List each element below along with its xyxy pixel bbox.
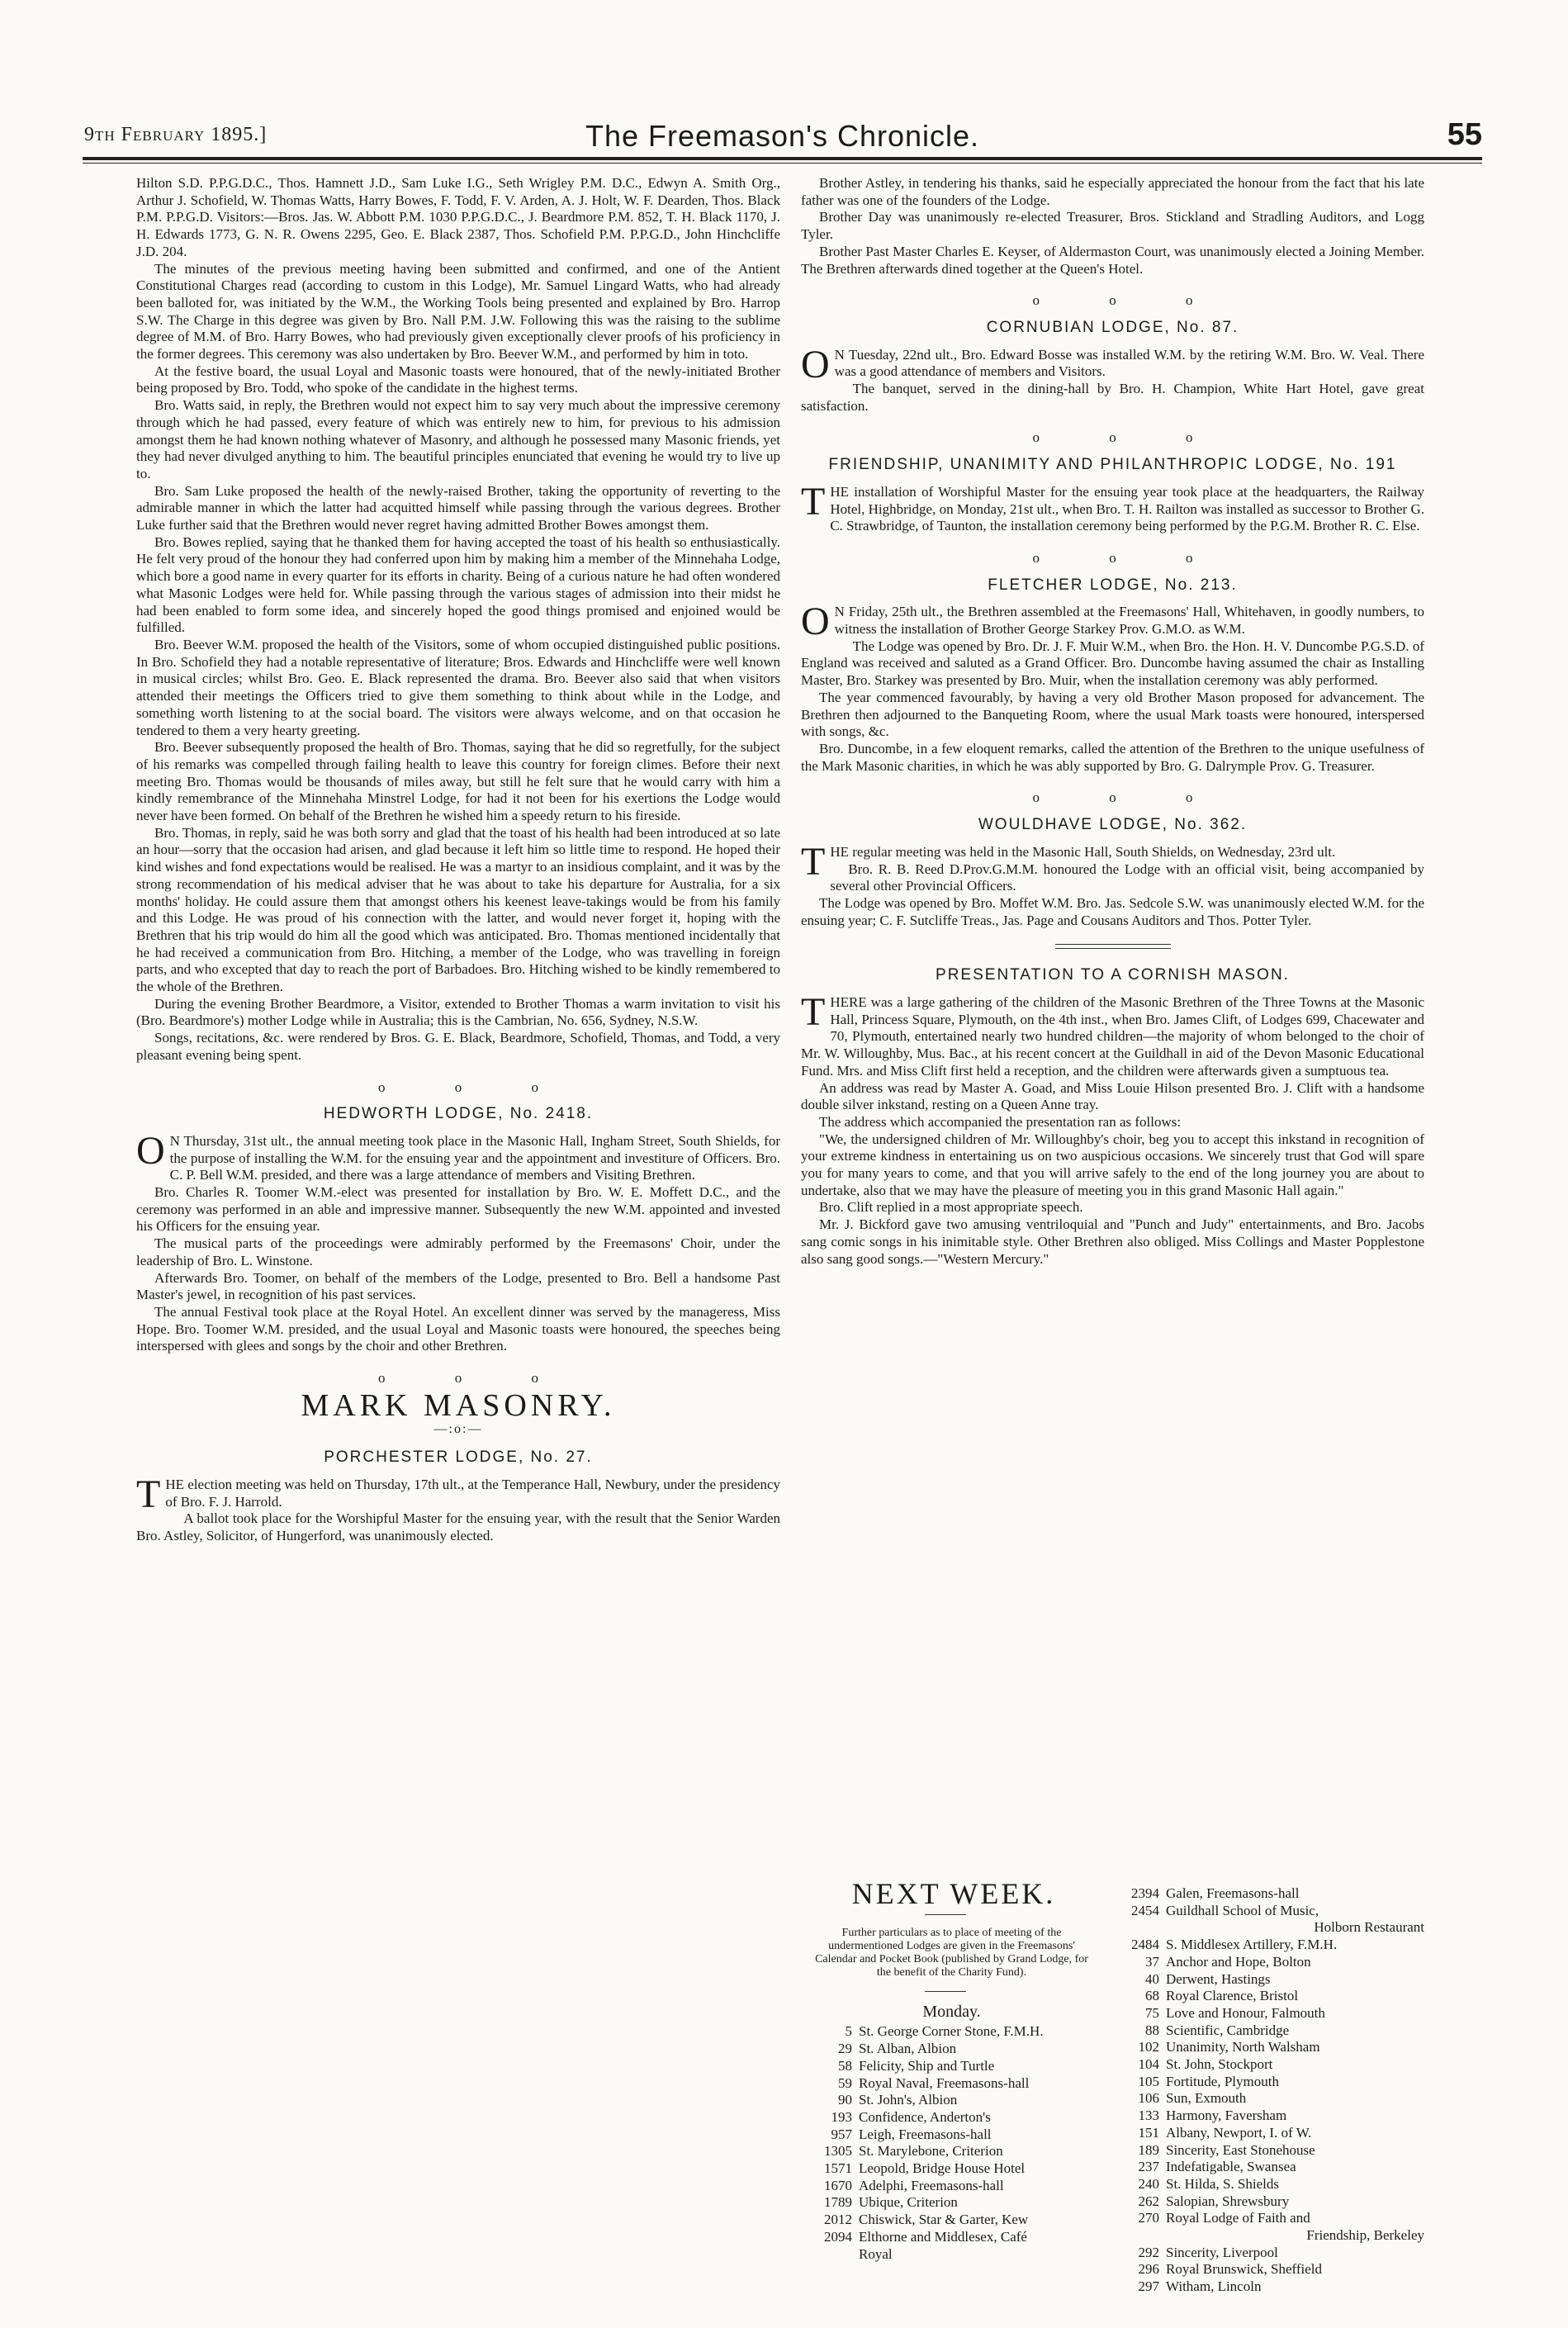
lodge-list-left [801, 2023, 1090, 2263]
lodge-entry [1108, 2193, 1424, 2211]
lodge-name: Albany, Newport, I. of W. [1166, 2124, 1312, 2141]
lodge-name: Ubique, Criterion [859, 2194, 958, 2211]
lodge-entry [1108, 1971, 1424, 1989]
lodge-name: Sincerity, Liverpool [1166, 2244, 1278, 2260]
lodge-number: 237 [1138, 2159, 1159, 2175]
lodge-name: Friendship, Berkeley [1306, 2227, 1424, 2244]
lodge-name: Leopold, Bridge House Hotel [859, 2160, 1026, 2177]
lodge-number: 68 [1145, 1988, 1159, 2004]
lodge-number: 1571 [824, 2160, 852, 2177]
lodge-entry [801, 2229, 1090, 2246]
paragraph: Bro. Bowes replied, saying that he thanked them for having accepted the toast of his health so enthusiastically. He felt very proud of the honour they had conferred upon him by making him a member of the Minnehaha Lodge, which bore a good name in every quarter for its efforts in charity. Being of a curious nature he had often wondered what Masonic Lodges were held for. While passing through the various stages of admission into their midst he had been enabled to form some idea, and sincerely hoped the good things promised and enjoined would be fulfilled. [136, 533, 780, 636]
lodge-number: 2484 [1131, 1937, 1159, 1953]
lodge-name: St. Marylebone, Criterion [859, 2143, 1003, 2160]
section-heading-fletcher: FLETCHER LODGE, No. 213. [988, 576, 1238, 594]
lodge-number [801, 2246, 859, 2264]
paragraph-text: HE regular meeting was held in the Masonic Hall, South Shields, on Wednesday, 23rd ult. [830, 843, 1336, 860]
drop-cap: T [801, 839, 826, 884]
lodge-name: Royal Naval, Freemasons-hall [859, 2074, 1030, 2091]
lodge-entry [1108, 1919, 1424, 1937]
paragraph [801, 600, 1424, 644]
section-heading-cornubian: CORNUBIAN LODGE, No. 87. [986, 318, 1239, 336]
lodge-name: Leigh, Freemasons-hall [859, 2126, 992, 2142]
lodge-entry [801, 2126, 1090, 2144]
paragraph: Bro. Duncombe, in a few eloquent remarks, called the attention of the Brethren to the unique usefulness of the Mark Masonic charities, in which he was ably supported by Bro. G. Dalrymple Prov. G. Treasurer. [801, 740, 1424, 774]
paragraph [801, 342, 1424, 386]
paragraph [801, 990, 1424, 1080]
paragraph: During the evening Brother Beardmore, a Visitor, extended to Brother Thomas a warm invitation to visit his (Bro. Beardmore's) mother Lodge while in Australia; this is the Cambrian, No. 656, Sydney, N.S.W. [136, 995, 780, 1029]
lodge-number: 292 [1138, 2244, 1159, 2260]
section-ornament: o o o [1032, 292, 1226, 309]
lodge-entry [1108, 2245, 1424, 2262]
paragraph: The year commenced favourably, by having a very old Brother Mason proposed for advancement. The Brethren then adjourned to the Banqueting Room, where the usual Mark toasts were honoured, interspersed with songs, &c. [801, 689, 1424, 740]
lodge-entry [1108, 2074, 1424, 2091]
lodge-number [1108, 1919, 1166, 1937]
lodge-name: S. Middlesex Artillery, F.M.H. [1166, 1937, 1338, 1953]
lodge-name: Royal Brunswick, Sheffield [1166, 2261, 1323, 2278]
paragraph: The Lodge was opened by Bro. Dr. J. F. Muir W.M., when Bro. the Hon. H. V. Duncombe P.G.S.D. of England was received and saluted as a Grand Officer. Bro. Duncombe having assumed the chair as Installing Master, Bro. Starkey was presented by Bro. Muir, when the installation ceremony was ably performed. [801, 638, 1424, 689]
lodge-number: 5 [845, 2023, 852, 2040]
lodge-number: 2454 [1131, 1902, 1159, 1918]
newspaper-title: The Freemason's Chronicle. [585, 119, 980, 153]
lodge-entry [801, 2143, 1090, 2160]
divider [925, 1991, 966, 1992]
lodge-name: Holborn Restaurant [1314, 1919, 1424, 1936]
lodge-name: Royal Clarence, Bristol [1166, 1988, 1299, 2004]
section-heading-presentation: PRESENTATION TO A CORNISH MASON. [936, 966, 1290, 984]
lodge-name: Love and Honour, Falmouth [1166, 2004, 1325, 2021]
section-ornament: o o o [1032, 549, 1226, 566]
section-divider [1055, 944, 1171, 949]
lodge-entry [1108, 2056, 1424, 2074]
paragraph-text: N Tuesday, 22nd ult., Bro. Edward Bosse was installed W.M. by the retiring W.M. Bro. W. Veal. There was a good attendance of members and Visitors. [834, 346, 1424, 380]
lodge-name: Harmony, Faversham [1166, 2108, 1287, 2124]
lodge-entry [1108, 2278, 1424, 2296]
lodge-number: 105 [1138, 2073, 1159, 2089]
lodge-entry [801, 2023, 1090, 2041]
lodge-entry [801, 2092, 1090, 2109]
lodge-entry [1108, 2125, 1424, 2142]
drop-cap: O [801, 600, 830, 644]
lodge-name: St. Hilda, S. Shields [1166, 2175, 1279, 2192]
lodge-number: 88 [1145, 2022, 1159, 2038]
section-ornament: o o o [1032, 789, 1226, 806]
lodge-entry [1108, 2005, 1424, 2022]
lodge-entry [1108, 1988, 1424, 2005]
lodge-number: 151 [1138, 2124, 1159, 2141]
paragraph: Songs, recitations, &c. were rendered by Bros. G. E. Black, Beardmore, Schofield, Thomas, and Todd, a very pleasant evening being spent. [136, 1030, 780, 1063]
drop-cap: T [801, 990, 826, 1035]
next-week-right [1108, 1885, 1424, 2296]
paragraph: The banquet, served in the dining-hall by Bro. H. Champion, White Hart Hotel, gave great satisfaction. [801, 381, 1424, 414]
drop-cap: T [801, 479, 826, 524]
lodge-number: 957 [831, 2126, 852, 2142]
lodge-number: 1305 [824, 2143, 852, 2160]
paragraph: An address was read by Master A. Goad, and Miss Louie Hilson presented Bro. J. Clift with a handsome double silver inkstand, resting on a Queen Anne tray. [801, 1079, 1424, 1113]
right-column [801, 175, 1424, 1268]
paragraph: The Lodge was opened by Bro. Moffet W.M. Bro. Jas. Sedcole S.W. was unanimously elected W.M. for the ensuing year; C. F. Sutcliffe Treas., Jas. Page and Cousans Auditors and Thos. Potter Tyler. [801, 894, 1424, 928]
paragraph: Hilton S.D. P.P.G.D.C., Thos. Hamnett J.D., Sam Luke I.G., Seth Wrigley P.M. D.C., Edwyn A. Smith Org., Arthur J. Schofield, W. Thomas Watts, Harry Bowes, F. Todd, F. V. Arden, A. J. Holt, W. F. Dearden, Thos. Black P.M. P.P.G.D. Visitors:—Bros. Jas. W. Abbott P.M. 1030 P.P.G.D.C., J. Beardmore P.M. 852, T. H. Black 1170, J. H. Edwards 1773, G. N. R. Owens 2295, Geo. E. Black 2387, Thos. Schofield P.M. P.P.G.D., John Hinchcliffe J.D. 204. [136, 175, 780, 259]
lodge-number: 240 [1138, 2175, 1159, 2192]
paragraph: Brother Astley, in tendering his thanks, said he especially appreciated the honour from the fact that his late father was one of the founders of the Lodge. [801, 175, 1424, 208]
lodge-number: 1789 [824, 2194, 852, 2211]
lodge-name: St. Alban, Albion [859, 2041, 957, 2057]
paragraph: The address which accompanied the presentation ran as follows: [819, 1113, 1182, 1130]
lodge-number: 90 [838, 2092, 852, 2108]
lodge-entry [801, 2041, 1090, 2058]
lodge-name: Confidence, Anderton's [859, 2108, 991, 2125]
lodge-number: 296 [1138, 2261, 1159, 2278]
lodge-number: 189 [1138, 2141, 1159, 2158]
paragraph-text: HE election meeting was held on Thursday, 17th ult., at the Temperance Hall, Newbury, under the presidency of Bro. F. J. Harrold. [165, 1476, 780, 1510]
lodge-name: St. John's, Albion [859, 2092, 958, 2108]
drop-cap: O [136, 1128, 165, 1173]
lodge-name: St. John, Stockport [1166, 2056, 1273, 2073]
paragraph: Bro. Sam Luke proposed the health of the newly-raised Brother, taking the opportunity of reverting to the admirable manner in which the latter had acquitted himself while passing through the various degrees. Brother Luke further said that the Brethren would never regret having admitted Brother Bowes amongst them. [136, 482, 780, 533]
paragraph: The minutes of the previous meeting having been submitted and confirmed, and one of the Antient Constitutional Charges read (according to custom in this Lodge), Mr. Samuel Lingard Watts, who had already been balloted for, was initiated by the W.M., the Working Tools being presented and explained by Bro. Harrop S.W. The Charge in this degree was given by Bro. Nall P.M. J.W. Following this was the raising to the sublime degree of M.M. of Bro. Harry Bowes, who had previously given exceptionally clever proofs of his proficiency in the former degrees. This ceremony was also undertaken by Bro. Beever W.M., and performed by him in toto. [136, 260, 780, 363]
masthead [83, 119, 1482, 152]
lodge-name: Witham, Lincoln [1166, 2278, 1262, 2295]
lodge-number: 262 [1138, 2193, 1159, 2209]
lodge-name: Elthorne and Middlesex, Café [859, 2228, 1027, 2245]
lodge-number: 102 [1138, 2039, 1159, 2055]
lodge-name: Fortitude, Plymouth [1166, 2073, 1279, 2089]
lodge-name: Sincerity, East Stonehouse [1166, 2141, 1315, 2158]
paragraph: A ballot took place for the Worshipful Master for the ensuing year, with the result that the Senior Warden Bro. Astley, Solicitor, of Hungerford, was unanimously elected. [136, 1510, 780, 1544]
lodge-name: Royal [859, 2245, 893, 2262]
lodge-number: 1670 [824, 2177, 852, 2193]
paragraph: Bro. Beever W.M. proposed the health of the Visitors, some of whom occupied distinguished public positions. In Bro. Schofield they had a notable representative of literature; Bros. Edwards and Hinchcliffe were well known in musical circles; whilst Bro. Geo. E. Black represented the drama. Bro. Beever also said that when visitors attended their meetings the Officers tried to give them something to think about while in the Lodge, and something worth listening to at the social board. The visitors were always welcome, and on that occasion he tendered to them a very hearty greeting. [136, 636, 780, 738]
lodge-entry [801, 2075, 1090, 2093]
lodge-number: 2394 [1131, 1885, 1159, 1901]
separator: —:o:— [433, 1421, 483, 1436]
paragraph: Bro. Charles R. Toomer W.M.-elect was presented for installation by Bro. W. E. Moffett D.C., and the ceremony was performed in an able and impressive manner. Subsequently the new W.M. appointed and invested his Officers for the ensuing year. [136, 1184, 780, 1235]
paragraph: Bro. Thomas, in reply, said he was both sorry and glad that the toast of his health had been introduced at so late an hour—sorry that the occasion had arisen, and glad because it left him so little time to respond. He hoped their kind wishes and fond expectations would be realised. He was a martyr to an insidious complaint, and it was by the strong recommendation of his medical adviser that he was about to take his departure for Australia, for a six months' holiday. He could assure them that amongst others his keenest leave-takings would be from his family and this Lodge. He was proud of his connection with the latter, and would never forget it, hoping with the Brethren that his trip would do him all the good which was anticipated. Bro. Thomas mentioned incidentally that he had received a communication from Bro. Hitching, a member of the Lodge, who was travelling in foreign parts, and who excepted that day to reach the port of Barbadoes. Bro. Hitching wished to be kindly remembered to the whole of the Brethren. [136, 824, 780, 995]
issue-date: 9th February 1895.] [84, 124, 268, 145]
lodge-number: 104 [1138, 2056, 1159, 2073]
lodge-entry [1108, 1954, 1424, 1971]
lodge-name: Royal Lodge of Faith and [1166, 2210, 1310, 2226]
section-heading-friendship: FRIENDSHIP, UNANIMITY AND PHILANTHROPIC LODGE, No. 191 [828, 456, 1397, 474]
lodge-entry [1108, 2210, 1424, 2227]
paragraph: Bro. Watts said, in reply, the Brethren would not expect him to say very much about the impressive ceremony through which he had passed, every feature of which was entirely new to him, for previous to his admission amongst them he had known nothing whatever of Masonry, and although he possessed many Masonic friends, yet they had never divulged anything to him. The beautiful principles enunciated that evening he would try to live up to. [136, 397, 780, 481]
lodge-number: 297 [1138, 2278, 1159, 2295]
lodge-number: 59 [838, 2074, 852, 2091]
lodge-name: Chiswick, Star & Garter, Kew [859, 2212, 1029, 2228]
paragraph [801, 479, 1424, 535]
paragraph-text: HE installation of Worshipful Master for the ensuing year took place at the headquarters, the Railway Hotel, Highbridge, on Monday, 21st ult., when Bro. T. H. Railton was installed as successor to Brother G. C. Strawbridge, of Taunton, the installation ceremony being performed by the P.G.M. Brother R. C. Else. [830, 483, 1424, 534]
lodge-entry [1108, 2176, 1424, 2193]
lodge-name: Indefatigable, Swansea [1166, 2159, 1296, 2175]
lodge-number: 133 [1138, 2108, 1159, 2124]
quoted-address: "We, the undersigned children of Mr. Willoughby's choir, beg you to accept this inkstand in recognition of your extreme kindness in entertaining us on two auspicious occasions. We sincerely trust that God will spare you for many years to come, and that you will arrive safely to the end of the long journey you are about to undertake, also that we may have the pleasure of meeting you in this grand Masonic Hall again." [801, 1131, 1424, 1198]
paragraph: At the festive board, the usual Loyal and Masonic toasts were honoured, that of the newly-initiated Brother being proposed by Bro. Todd, who spoke of the candidate in the highest terms. [136, 363, 780, 396]
paragraph: Bro. Beever subsequently proposed the health of Bro. Thomas, saying that he did so regretfully, for the subject of his remarks was compelled through failing health to leave this country for foreign climes. Before their next meeting Bro. Thomas would be thousands of miles away, but still he felt sure that he would carry with him a kindly remembrance of the Minnehaha Minstrel Lodge, for had it not been for his exertions the Lodge would never have been formed. On behalf of the Brethren he wished him a speedy return to his fireside. [136, 739, 780, 824]
lodge-entry [1108, 2039, 1424, 2056]
paragraph: The musical parts of the proceedings were admirably performed by the Freemasons' Choir, under the leadership of Bro. L. Winstone. [136, 1235, 780, 1268]
next-week-left [801, 1877, 1090, 2263]
lodge-number: 75 [1145, 2004, 1159, 2021]
lodge-entry [1108, 2142, 1424, 2160]
lodge-entry [1108, 2108, 1424, 2125]
lodge-number: 270 [1138, 2210, 1159, 2226]
lodge-number [1108, 2227, 1166, 2245]
next-week-note: Further particulars as to place of meeting of the undermentioned Lodges are given in the Freemasons' Calendar and Pocket Book (published by Grand Lodge, for the benefit of the Charity Fund). [815, 1926, 1088, 1979]
drop-cap: T [136, 1472, 161, 1516]
lodge-list-right [1108, 1885, 1424, 2296]
mark-masonry-title: MARK MASONRY. [301, 1387, 616, 1423]
paragraph-text: N Thursday, 31st ult., the annual meeting took place in the Masonic Hall, Ingham Street, South Shields, for the purpose of installing the W.M. for the ensuing year and the appointment and investiture of Officers. Bro. C. P. Bell W.M. presided, and there was a large attendance of members and Visiting Brethren. [169, 1132, 780, 1183]
paragraph [136, 1128, 780, 1184]
lodge-number: 2094 [824, 2228, 852, 2245]
lodge-name: Adelphi, Freemasons-hall [859, 2177, 1004, 2193]
lodge-entry [801, 2178, 1090, 2195]
page-number: 55 [1447, 117, 1482, 152]
paragraph: Bro. Clift replied in a most appropriate speech. [819, 1199, 1083, 1216]
masthead-rule [83, 157, 1482, 164]
paragraph: Mr. J. Bickford gave two amusing ventriloquial and "Punch and Judy" entertainments, and Bro. Jacobs sang comic songs in his inimitable style. Other Brethren also obliged. Miss Collings and Master Popplestone also sang good songs.—"Western Mercury." [801, 1216, 1424, 1267]
paragraph: Brother Past Master Charles E. Keyser, of Aldermaston Court, was unanimously elected a Joining Member. The Brethren afterwards dined together at the Queen's Hotel. [801, 243, 1424, 277]
paragraph-text: HERE was a large gathering of the children of the Masonic Brethren of the Three Towns at the Masonic Hall, Princess Square, Plymouth, on the 4th inst., when Bro. James Clift, of Lodges 699, Chacewater and 70, Plymouth, entertained nearly two hundred children—the majority of whom belonged to the choir of Mr. W. Willoughby, Mus. Bac., at his recent concert at the Guildhall in aid of the Devon Masonic Educational Fund. Mrs. and Miss Clift first held a reception, and the children were afterwards given a sumptuous tea. [801, 994, 1424, 1079]
lodge-number: 193 [831, 2108, 852, 2125]
section-ornament: o o o [378, 1370, 571, 1387]
lodge-entry [801, 2212, 1090, 2229]
lodge-name: Sun, Exmouth [1166, 2090, 1247, 2107]
left-column [136, 175, 780, 1545]
lodge-name: Guildhall School of Music, [1166, 1902, 1319, 1918]
lodge-name: Anchor and Hope, Bolton [1166, 1953, 1311, 1970]
paragraph: The annual Festival took place at the Royal Hotel. An excellent dinner was served by the manageress, Miss Hope. Bro. Toomer W.M. presided, and the usual Loyal and Masonic toasts were honoured, the speeches being interspersed with glees and songs by the choir and other Brethren. [136, 1304, 780, 1354]
next-week-title: NEXT WEEK. [851, 1877, 1056, 1910]
lodge-name: Felicity, Ship and Turtle [859, 2057, 995, 2074]
paragraph [136, 1472, 780, 1516]
section-heading-wouldhave: WOULDHAVE LODGE, No. 362. [978, 816, 1248, 834]
section-heading-hedworth: HEDWORTH LODGE, No. 2418. [323, 1105, 594, 1123]
paragraph-text: N Friday, 25th ult., the Brethren assembled at the Freemasons' Hall, Whitehaven, in goodly numbers, to witness the installation of Brother George Starkey Prov. G.M.O. as W.M. [834, 604, 1424, 638]
section-heading-porchester: PORCHESTER LODGE, No. 27. [324, 1448, 593, 1467]
lodge-number: 106 [1138, 2090, 1159, 2107]
lodge-entry [1108, 2159, 1424, 2176]
lodge-name: Scientific, Cambridge [1166, 2022, 1290, 2038]
paragraph: Bro. R. B. Reed D.Prov.G.M.M. honoured the Lodge with an official visit, being accompanied by several other Provincial Officers. [830, 861, 1424, 894]
lodge-entry [1108, 1937, 1424, 1954]
lodge-number: 40 [1145, 1970, 1159, 1987]
lodge-entry [801, 2160, 1090, 2178]
paragraph: Brother Day was unanimously re-elected Treasurer, Bros. Stickland and Stradling Auditors, and Logg Tyler. [801, 209, 1424, 243]
lodge-entry [1108, 1885, 1424, 1903]
lodge-entry [1108, 2227, 1424, 2245]
lodge-entry [801, 2194, 1090, 2212]
lodge-number: 37 [1145, 1953, 1159, 1970]
lodge-name: Galen, Freemasons-hall [1166, 1885, 1300, 1901]
paragraph: Afterwards Bro. Toomer, on behalf of the members of the Lodge, presented to Bro. Bell a handsome Past Master's jewel, in recognition of his past services. [136, 1269, 780, 1303]
lodge-name: Derwent, Hastings [1166, 1970, 1271, 1987]
section-ornament: o o o [1032, 429, 1226, 446]
lodge-entry [1108, 2261, 1424, 2278]
lodge-entry [801, 2109, 1090, 2126]
divider [925, 1914, 966, 1915]
lodge-name: Unanimity, North Walsham [1166, 2039, 1320, 2055]
lodge-number: 29 [838, 2041, 852, 2057]
lodge-entry [1108, 1903, 1424, 1920]
lodge-number: 58 [838, 2057, 852, 2074]
lodge-entry [1108, 2022, 1424, 2040]
lodge-name: St. George Corner Stone, F.M.H. [859, 2023, 1044, 2040]
day-heading: Monday. [922, 2002, 981, 2021]
section-ornament: o o o [378, 1079, 571, 1095]
lodge-entry [1108, 2090, 1424, 2108]
drop-cap: O [801, 342, 830, 386]
lodge-number: 2012 [824, 2212, 852, 2228]
lodge-name: Salopian, Shrewsbury [1166, 2193, 1290, 2209]
lodge-entry [801, 2246, 1090, 2264]
lodge-entry [801, 2058, 1090, 2075]
